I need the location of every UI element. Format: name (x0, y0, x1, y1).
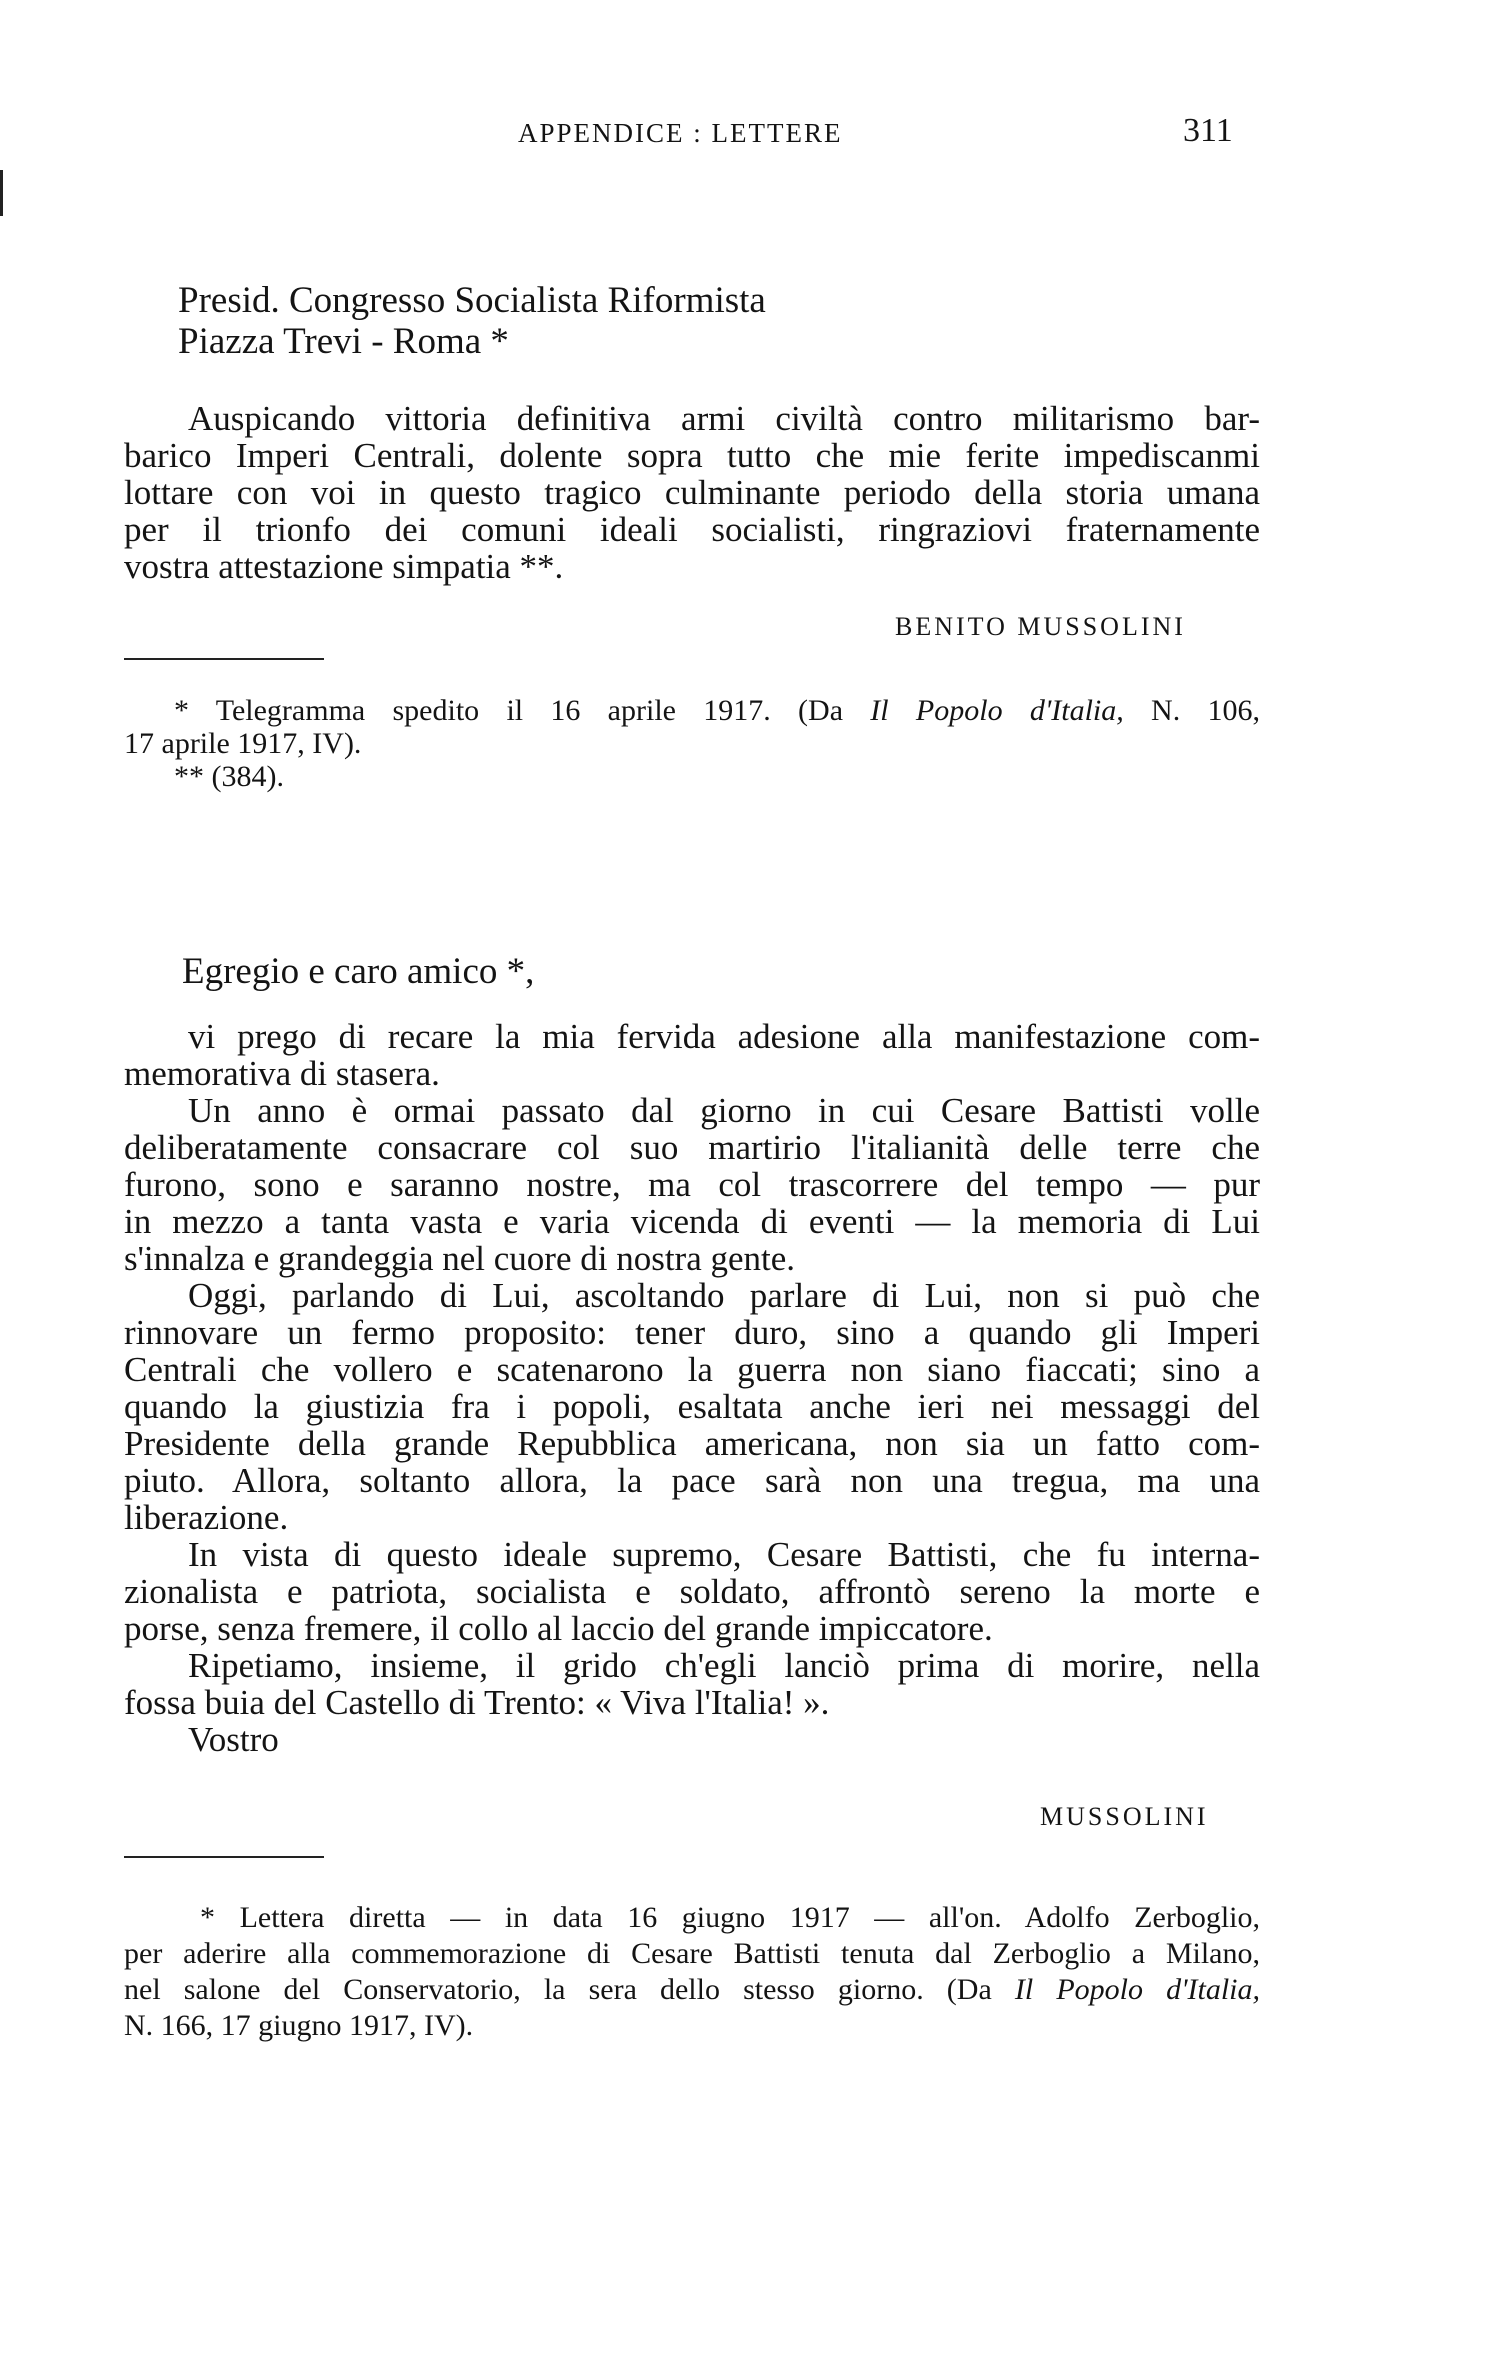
letter-closing: Vostro (188, 1720, 279, 1759)
text-line: fossa buia del Castello di Trento: « Viva l'Italia! ». (124, 1683, 830, 1722)
text-line: s'innalza e grandeggia nel cuore di nostra gente. (124, 1239, 796, 1278)
running-head: APPENDICE : LETTERE (518, 118, 843, 148)
text-line: Un anno è ormai passato dal giorno in cui Cesare Battisti volle (188, 1091, 1260, 1130)
telegram-address (178, 282, 1278, 360)
letter-body (124, 1018, 1260, 1758)
telegram-footnote (124, 694, 1260, 793)
text-line: memorativa di stasera. (124, 1054, 440, 1093)
text-line: Auspicando vittoria definitiva armi civiltà contro militarismo bar- (188, 399, 1260, 438)
letter-signature: MUSSOLINI (1040, 1802, 1209, 1831)
text-line: furono, sono e saranno nostre, ma col trascorrere del tempo — pur (124, 1165, 1260, 1204)
text-line: piuto. Allora, soltanto allora, la pace sarà non una tregua, ma una (124, 1461, 1260, 1500)
text-line: barico Imperi Centrali, dolente sopra tutto che mie ferite impediscanmi (124, 436, 1260, 475)
page-number: 311 (1183, 112, 1233, 149)
footnote-italic: Il Popolo d'Italia, (870, 694, 1124, 727)
scan-edge-mark (0, 170, 3, 216)
address-line: Presid. Congresso Socialista Riformista (178, 280, 766, 321)
text-line: rinnovare un fermo proposito: tener duro, sino a quando gli Imperi (124, 1313, 1260, 1352)
text-line: Centrali che vollero e scatenarono la guerra non siano fiaccati; sino a (124, 1350, 1260, 1389)
footnote-line (124, 1972, 1260, 2008)
address-line: Piazza Trevi - Roma * (178, 321, 509, 362)
footnote-line: N. 166, 17 giugno 1917, IV). (124, 2009, 474, 2042)
text-line: per il trionfo dei comuni ideali socialisti, ringraziovi fraternamente (124, 510, 1260, 549)
footnote-rule (124, 658, 324, 660)
text-line: liberazione. (124, 1498, 289, 1537)
footnote-line: 17 aprile 1917, IV). (124, 727, 362, 760)
footnote-italic: Il Popolo d'Italia, (1014, 1973, 1261, 2006)
text-line: vi prego di recare la mia fervida adesione alla manifestazione com- (188, 1017, 1260, 1056)
text-line: porse, senza fremere, il collo al laccio del grande impiccatore. (124, 1609, 993, 1648)
text-line: in mezzo a tanta vasta e varia vicenda di eventi — la memoria di Lui (124, 1202, 1260, 1241)
text-line: vostra attestazione simpatia **. (124, 547, 564, 586)
text-line: In vista di questo ideale supremo, Cesare Battisti, che fu interna- (188, 1535, 1260, 1574)
text-line: zionalista e patriota, socialista e soldato, affrontò sereno la morte e (124, 1572, 1260, 1611)
footnote-line (124, 694, 1260, 727)
footnote-rule (124, 1856, 324, 1858)
letter-footnote (124, 1900, 1260, 2044)
footnote-line: * Lettera diretta — in data 16 giugno 1917 — all'on. Adolfo Zerboglio, (200, 1901, 1260, 1934)
footnote-text: nel salone del Conservatorio, la sera dello stesso giorno. (Da (124, 1973, 1015, 2006)
text-line: deliberatamente consacrare col suo martirio l'italianità delle terre che (124, 1128, 1260, 1167)
telegram-body (124, 400, 1260, 585)
footnote-line: per aderire alla commemorazione di Cesare Battisti tenuta dal Zerboglio a Milano, (124, 1937, 1260, 1970)
text-line: Presidente della grande Repubblica americana, non sia un fatto com- (124, 1424, 1260, 1463)
footnote-text: * Telegramma spedito il 16 aprile 1917. (Da (174, 694, 871, 727)
letter-salutation: Egregio e caro amico *, (182, 951, 535, 992)
text-line: lottare con voi in questo tragico culminante periodo della storia umana (124, 473, 1260, 512)
footnote-line: ** (384). (174, 760, 284, 793)
text-line: Ripetiamo, insieme, il grido ch'egli lanciò prima di morire, nella (188, 1646, 1260, 1685)
text-line: Oggi, parlando di Lui, ascoltando parlare di Lui, non si può che (188, 1276, 1260, 1315)
telegram-signature: BENITO MUSSOLINI (895, 612, 1186, 641)
footnote-text: N. 106, (1123, 694, 1260, 727)
text-line: quando la giustizia fra i popoli, esaltata anche ieri nei messaggi del (124, 1387, 1260, 1426)
